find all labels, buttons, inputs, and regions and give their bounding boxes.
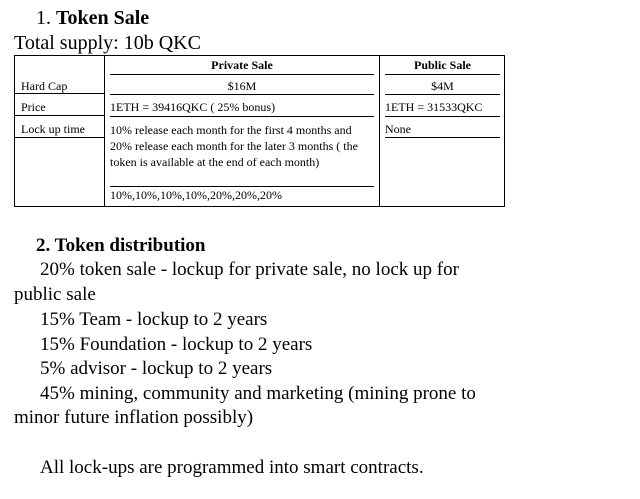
row-label-hard-cap: Hard Cap	[21, 79, 68, 93]
distribution-line: 15% Foundation - lockup to 2 years	[40, 334, 313, 355]
section-1-heading	[36, 6, 149, 30]
cell-underline	[110, 116, 374, 117]
footer-note: All lock-ups are programmed into smart contracts.	[40, 457, 424, 478]
section-2-title: 2. Token distribution	[36, 235, 206, 256]
price-public: 1ETH = 31533QKC	[385, 100, 483, 114]
distribution-line: minor future inflation possibly)	[14, 407, 254, 428]
row-label-lock-up-time: Lock up time	[21, 122, 85, 136]
cell-underline	[385, 94, 500, 95]
cell-underline	[110, 94, 374, 95]
section-1-title: Token Sale	[56, 7, 150, 29]
header-public-sale: Public Sale	[413, 58, 471, 72]
header-underline	[385, 74, 500, 75]
header-private-sale: Private Sale	[211, 58, 273, 72]
total-supply: Total supply: 10b QKC	[14, 32, 201, 54]
distribution-line: 5% advisor - lockup to 2 years	[40, 358, 273, 379]
distribution-line: 15% Team - lockup to 2 years	[40, 309, 268, 330]
row-line	[15, 115, 104, 116]
table-divider	[379, 56, 380, 206]
cell-underline	[110, 186, 374, 187]
row-line	[15, 137, 104, 138]
lockup-private-schedule: 10%,10%,10%,10%,20%,20%,20%	[110, 188, 282, 202]
hard-cap-private: $16M	[227, 79, 257, 93]
section-1-number: 1.	[36, 7, 51, 29]
cell-underline	[385, 116, 500, 117]
price-private: 1ETH = 39416QKC ( 25% bonus)	[110, 100, 276, 114]
cell-underline	[385, 137, 500, 138]
distribution-line: public sale	[14, 284, 96, 305]
header-underline	[110, 74, 374, 75]
distribution-line: 20% token sale - lockup for private sale, no lock up for	[40, 259, 459, 280]
table-divider	[104, 56, 105, 206]
row-label-price: Price	[21, 100, 46, 114]
lockup-public: None	[385, 122, 411, 136]
distribution-line: 45% mining, community and marketing (mining prone to	[40, 383, 476, 404]
lockup-private: 10% release each month for the first 4 months and 20% release each month for the later 3 months ( the token is available at the end of each month)	[110, 123, 358, 169]
token-sale-table	[14, 55, 505, 207]
hard-cap-public: $4M	[431, 79, 454, 93]
